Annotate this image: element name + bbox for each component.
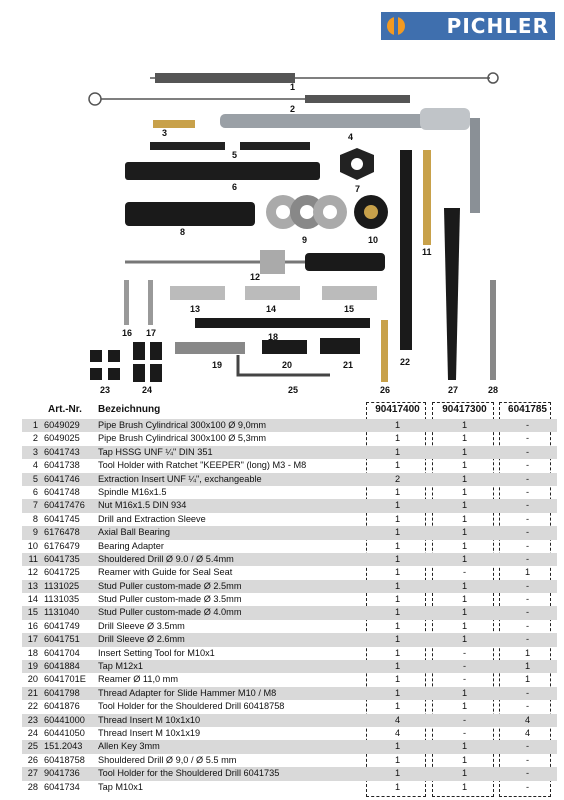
qty-6041785: - (525, 634, 530, 645)
description: Bearing Adapter (98, 540, 164, 551)
svg-text:5: 5 (232, 150, 238, 160)
stud-puller-25-icon (170, 286, 225, 300)
svg-text:12: 12 (250, 272, 261, 282)
table-row (22, 553, 557, 566)
qty-6041785: - (525, 620, 530, 631)
article-number: 6041746 (44, 473, 80, 484)
svg-text:28: 28 (488, 385, 499, 395)
description: Tool Holder for the Shouldered Drill 6041735 (98, 768, 280, 779)
row-number: 21 (27, 687, 38, 698)
table-row (22, 647, 557, 660)
description: Insert Setting Tool for M10x1 (98, 647, 215, 658)
table-row (22, 660, 557, 673)
table-row (22, 432, 557, 445)
qty-90417300: 1 (461, 607, 468, 618)
description: Drill and Extraction Sleeve (98, 513, 206, 524)
description: Axial Ball Bearing (98, 527, 171, 538)
qty-90417300: 1 (461, 553, 468, 564)
row-number: 22 (27, 701, 38, 712)
tap-m12-icon (175, 342, 245, 354)
article-number: 6041734 (44, 781, 80, 792)
article-number: 6049025 (44, 433, 80, 444)
article-number: 6041748 (44, 486, 80, 497)
row-number: 15 (27, 607, 38, 618)
row-number: 14 (27, 594, 38, 605)
table-row (22, 526, 557, 539)
article-number: 6176478 (44, 527, 80, 538)
qty-90417300: 1 (461, 687, 468, 698)
table-row (22, 714, 557, 727)
stud-puller-35-icon (245, 286, 300, 300)
table-row (22, 419, 557, 432)
table-row (22, 486, 557, 499)
qty-90417400: 1 (394, 687, 401, 698)
svg-text:7: 7 (355, 184, 361, 194)
reamer-guide-icon (125, 250, 385, 274)
description: Stud Puller custom-made Ø 2.5mm (98, 580, 242, 591)
article-number: 6049029 (44, 420, 80, 430)
qty-90417400: 1 (394, 754, 401, 765)
qty-90417300: 1 (461, 527, 468, 538)
qty-6041785: - (525, 607, 530, 618)
header-set-c: 6041785 (508, 404, 547, 415)
article-number: 6041704 (44, 647, 80, 658)
svg-text:9: 9 (302, 235, 308, 245)
header-set-b: 90417300 (442, 404, 487, 415)
qty-90417400: 1 (394, 553, 401, 564)
article-number: 6041876 (44, 701, 80, 712)
qty-90417400: 1 (394, 446, 401, 457)
qty-90417400: 1 (394, 433, 401, 444)
qty-6041785: - (525, 768, 530, 779)
qty-6041785: - (525, 741, 530, 752)
table-row (22, 459, 557, 472)
description: Drill Sleeve Ø 2.6mm (98, 634, 185, 645)
qty-6041785: 4 (524, 714, 531, 725)
qty-90417400: 1 (394, 486, 401, 497)
insert-setting-tool-icon (195, 318, 370, 328)
qty-90417300: 1 (461, 540, 468, 551)
brand-logo (381, 12, 555, 40)
qty-6041785: - (525, 553, 530, 564)
table-body (22, 419, 557, 794)
row-number: 11 (28, 553, 38, 564)
table-row (22, 687, 557, 700)
svg-text:22: 22 (400, 357, 411, 367)
svg-text:15: 15 (344, 304, 355, 314)
table-row (22, 473, 557, 486)
qty-90417300: - (462, 674, 467, 685)
qty-6041785: - (525, 420, 530, 430)
svg-text:10: 10 (368, 235, 379, 245)
brand-mark-icon (387, 17, 405, 35)
qty-90417400: 4 (394, 714, 401, 725)
table-row (22, 499, 557, 512)
article-number: 151.2043 (44, 741, 83, 752)
drill-sleeve-icon (125, 202, 255, 226)
article-number: 60417476 (44, 500, 85, 511)
row-number: 20 (27, 674, 38, 685)
article-number: 6041738 (44, 460, 80, 471)
article-number: 6041743 (44, 446, 80, 457)
thread-insert-icon (90, 342, 162, 382)
svg-text:16: 16 (122, 328, 133, 338)
description: Drill Sleeve Ø 3.5mm (98, 620, 185, 631)
drill-sleeve-26-icon (148, 280, 153, 325)
article-number: 60441000 (44, 714, 85, 725)
qty-90417300: 1 (461, 594, 468, 605)
svg-text:23: 23 (100, 385, 111, 395)
description: Tap M12x1 (98, 661, 143, 672)
svg-text:3: 3 (162, 128, 168, 138)
svg-text:4: 4 (348, 132, 354, 142)
article-number: 6041745 (44, 513, 80, 524)
description: Thread Insert M 10x1x19 (98, 727, 201, 738)
qty-90417300: - (462, 661, 467, 672)
description: Shouldered Drill Ø 9,0 / Ø 5.5 mm (98, 754, 237, 765)
description: Reamer with Guide for Seal Seat (98, 567, 233, 578)
qty-90417400: 1 (394, 607, 401, 618)
svg-text:13: 13 (190, 304, 201, 314)
qty-6041785: 1 (524, 647, 531, 658)
qty-6041785: - (525, 527, 530, 538)
description: Stud Puller custom-made Ø 3.5mm (98, 594, 242, 605)
reamer-11mm-icon (262, 340, 307, 354)
row-number: 12 (27, 567, 38, 578)
pipe-brush-9mm-icon (150, 73, 498, 83)
qty-6041785: - (525, 433, 530, 444)
article-number: 6041751 (44, 634, 80, 645)
description: Allen Key 3mm (98, 741, 160, 752)
description: Stud Puller custom-made Ø 4.0mm (98, 607, 242, 618)
article-number: 6041725 (44, 567, 80, 578)
qty-90417400: 1 (394, 527, 401, 538)
table-row (22, 673, 557, 686)
parts-table (22, 403, 557, 794)
qty-90417300: 1 (461, 754, 468, 765)
article-number: 1131035 (44, 594, 80, 605)
table-row (22, 633, 557, 646)
row-number: 9 (32, 527, 38, 538)
svg-text:18: 18 (268, 332, 279, 342)
qty-6041785: - (525, 446, 530, 457)
qty-90417400: 1 (394, 460, 401, 471)
qty-6041785: - (525, 500, 530, 511)
svg-text:8: 8 (180, 227, 186, 237)
qty-90417400: 1 (394, 781, 401, 792)
qty-90417400: 1 (394, 620, 401, 631)
description: Nut M16x1.5 DIN 934 (98, 500, 187, 511)
svg-text:26: 26 (380, 385, 391, 395)
article-number: 6041749 (44, 620, 80, 631)
description: Tool Holder with Ratchet "KEEPER" (long) M3 - M8 (98, 460, 307, 471)
qty-6041785: - (525, 486, 530, 497)
description: Thread Adapter for Slide Hammer M10 / M8 (98, 687, 277, 698)
description: Extraction Insert UNF ¼", exchangeable (98, 473, 262, 484)
qty-90417400: 1 (394, 594, 401, 605)
table-row (22, 740, 557, 753)
row-number: 16 (27, 620, 38, 631)
description: Tool Holder for the Shouldered Drill 60418758 (98, 701, 285, 712)
qty-90417300: 1 (461, 420, 468, 430)
qty-6041785: - (525, 701, 530, 712)
article-number: 9041736 (44, 768, 80, 779)
qty-90417400: 2 (394, 473, 401, 484)
qty-90417300: 1 (461, 473, 468, 484)
description: Shouldered Drill Ø 9.0 / Ø 5.4mm (98, 553, 234, 564)
qty-90417400: 1 (394, 701, 401, 712)
qty-90417300: 1 (461, 446, 468, 457)
article-number: 60418758 (44, 754, 85, 765)
qty-90417400: 1 (394, 567, 401, 578)
svg-text:25: 25 (288, 385, 299, 395)
qty-90417400: 1 (394, 741, 401, 752)
row-number: 19 (27, 661, 38, 672)
svg-text:11: 11 (422, 247, 432, 257)
qty-6041785: - (525, 460, 530, 471)
qty-6041785: - (525, 540, 530, 551)
qty-6041785: - (525, 687, 530, 698)
table-row (22, 700, 557, 713)
qty-90417400: 1 (394, 768, 401, 779)
row-number: 2 (32, 433, 38, 444)
svg-text:24: 24 (142, 385, 153, 395)
table-row (22, 606, 557, 619)
description: Pipe Brush Cylindrical 300x100 Ø 5,3mm (98, 433, 267, 444)
row-number: 6 (32, 486, 38, 497)
description: Tap M10x1 (98, 781, 143, 792)
article-number: 1131025 (44, 580, 80, 591)
qty-90417300: 1 (461, 620, 468, 631)
row-number: 24 (27, 727, 38, 738)
table-row (22, 727, 557, 740)
tap-unf-icon (153, 120, 195, 128)
qty-6041785: 4 (524, 727, 531, 738)
qty-90417300: - (462, 714, 467, 725)
qty-6041785: - (525, 580, 530, 591)
qty-90417300: 1 (461, 433, 468, 444)
qty-90417400: 1 (394, 661, 401, 672)
description: Spindle M16x1.5 (98, 486, 167, 497)
qty-90417300: 1 (461, 513, 468, 524)
description: Pipe Brush Cylindrical 300x100 Ø 9,0mm (98, 420, 267, 430)
article-number: 6176479 (44, 540, 80, 551)
qty-90417300: 1 (461, 741, 468, 752)
svg-text:27: 27 (448, 385, 459, 395)
qty-90417300: 1 (461, 781, 468, 792)
extraction-insert-icon (150, 142, 225, 150)
article-number: 6041798 (44, 687, 80, 698)
qty-90417300: 1 (461, 701, 468, 712)
qty-90417300: - (462, 727, 467, 738)
qty-6041785: 1 (524, 674, 531, 685)
description: Thread Insert M 10x1x10 (98, 714, 201, 725)
qty-90417400: 1 (394, 500, 401, 511)
qty-90417400: 1 (394, 513, 401, 524)
qty-90417400: 1 (394, 647, 401, 658)
row-number: 1 (32, 420, 38, 430)
description: Reamer Ø 11,0 mm (98, 674, 178, 685)
row-number: 7 (32, 500, 38, 511)
qty-6041785: 1 (524, 567, 531, 578)
table-row (22, 754, 557, 767)
qty-90417300: - (462, 647, 467, 658)
svg-text:2: 2 (290, 104, 296, 114)
row-number: 4 (32, 460, 38, 471)
axial-bearing-icon (266, 195, 347, 229)
row-number: 26 (27, 754, 38, 765)
qty-90417400: 4 (394, 727, 401, 738)
row-number: 5 (32, 473, 38, 484)
qty-6041785: - (525, 781, 530, 792)
header-bezeichnung: Bezeichnung (98, 404, 161, 415)
stud-puller-40-icon (322, 286, 377, 300)
tap-m10-icon (490, 280, 496, 380)
parts-illustration (0, 50, 564, 395)
header-art-nr: Art.-Nr. (48, 404, 82, 415)
qty-90417400: 1 (394, 540, 401, 551)
svg-text:1: 1 (290, 82, 296, 92)
svg-text:21: 21 (343, 360, 354, 370)
table-header (22, 403, 557, 419)
pipe-brush-5mm-icon (89, 93, 410, 105)
article-number: 6041701E (44, 674, 86, 685)
tool-holder-27-icon (444, 208, 460, 380)
row-number: 28 (27, 781, 38, 792)
qty-6041785: - (525, 754, 530, 765)
tool-holder-shouldered-22-icon (400, 150, 412, 350)
table-row (22, 767, 557, 780)
svg-text:17: 17 (146, 328, 157, 338)
row-number: 3 (32, 446, 38, 457)
table-row (22, 566, 557, 579)
row-number: 17 (27, 634, 38, 645)
drill-sleeve-35-icon (124, 280, 129, 325)
qty-90417300: - (462, 567, 467, 578)
qty-90417300: 1 (461, 768, 468, 779)
spindle-icon (125, 162, 320, 180)
qty-90417300: 1 (461, 634, 468, 645)
row-number: 23 (27, 714, 38, 725)
qty-90417400: 1 (394, 634, 401, 645)
table-row (22, 781, 557, 794)
qty-90417400: 1 (394, 420, 401, 430)
table-row (22, 620, 557, 633)
qty-90417300: 1 (461, 500, 468, 511)
shouldered-drill-icon (423, 150, 431, 245)
description: Tap HSSG UNF ¼" DIN 351 (98, 446, 213, 457)
qty-6041785: - (525, 594, 530, 605)
svg-text:20: 20 (282, 360, 293, 370)
table-row (22, 593, 557, 606)
qty-90417400: 1 (394, 580, 401, 591)
table-row (22, 446, 557, 459)
qty-6041785: - (525, 513, 530, 524)
row-number: 8 (32, 513, 38, 524)
article-number: 6041884 (44, 661, 80, 672)
qty-90417400: 1 (394, 674, 401, 685)
thread-adapter-icon (320, 338, 360, 354)
table-row (22, 540, 557, 553)
row-number: 18 (27, 647, 38, 658)
shouldered-drill-26-icon (381, 320, 388, 382)
qty-90417300: 1 (461, 580, 468, 591)
table-row (22, 580, 557, 593)
svg-text:6: 6 (232, 182, 238, 192)
table-row (22, 513, 557, 526)
brand-name: PICHLER (446, 14, 549, 38)
qty-6041785: - (525, 473, 530, 484)
article-number: 6041735 (44, 553, 80, 564)
qty-6041785: 1 (524, 661, 531, 672)
row-number: 25 (27, 741, 38, 752)
row-number: 13 (27, 580, 38, 591)
article-number: 60441050 (44, 727, 85, 738)
row-number: 27 (27, 768, 38, 779)
qty-90417300: 1 (461, 486, 468, 497)
svg-text:14: 14 (266, 304, 277, 314)
svg-text:19: 19 (212, 360, 223, 370)
header-set-a: 90417400 (375, 404, 420, 415)
qty-90417300: 1 (461, 460, 468, 471)
row-number: 10 (27, 540, 38, 551)
article-number: 1131040 (44, 607, 80, 618)
